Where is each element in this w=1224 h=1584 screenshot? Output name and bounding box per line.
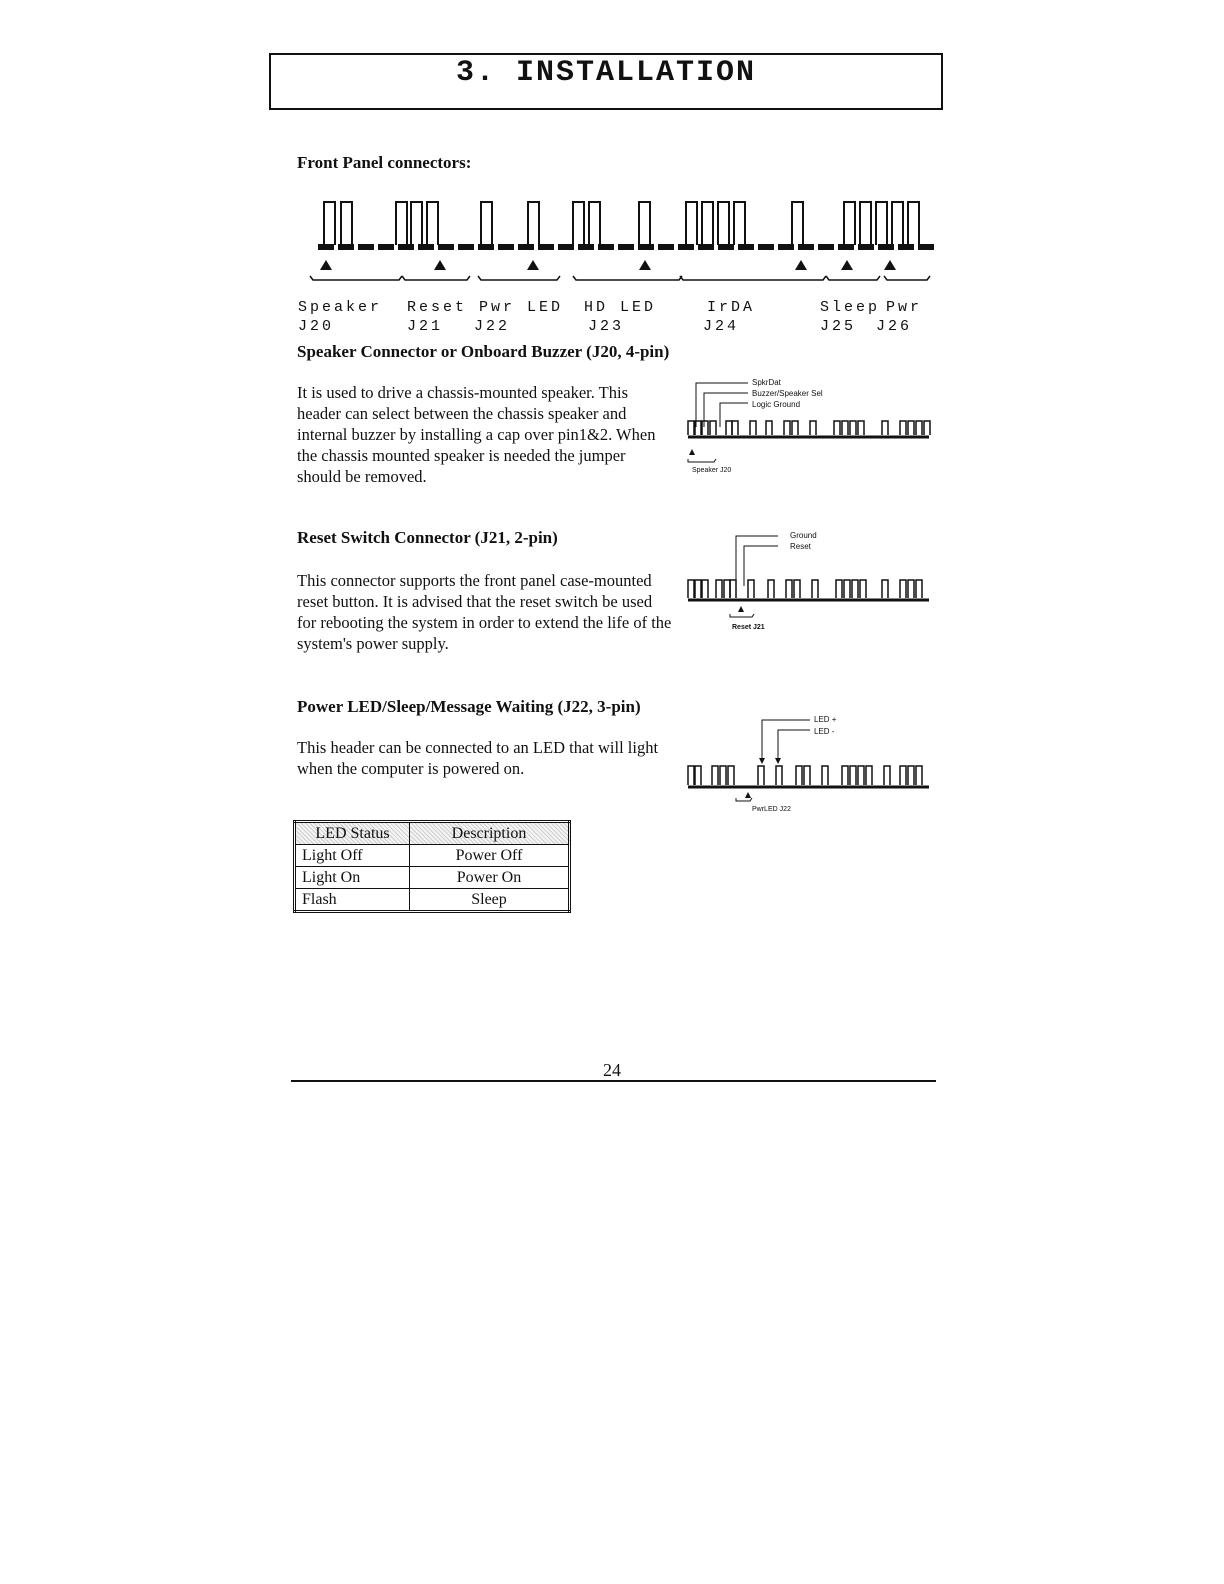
led-status-table	[293, 820, 571, 913]
table-cell: Light On	[295, 867, 410, 889]
header-pin	[892, 202, 903, 245]
table-cell: Power On	[410, 867, 570, 889]
header-pin	[812, 580, 818, 598]
header-pin	[842, 766, 848, 785]
header-pin	[710, 421, 716, 435]
connector-arrow-icon	[320, 260, 332, 270]
header-pin	[481, 202, 492, 245]
header-pin	[794, 580, 800, 598]
pin-label-spkrdat: SpkrDat	[752, 378, 781, 387]
pin-label-logic-ground: Logic Ground	[752, 400, 801, 409]
connector-bracket	[310, 276, 402, 280]
connector-arrow-icon	[841, 260, 853, 270]
header-pin	[639, 202, 650, 245]
header-pin	[702, 580, 708, 598]
header-pin	[858, 766, 864, 785]
pin-label-buzzer-sel: Buzzer/Speaker Sel	[752, 389, 823, 398]
header-pin	[884, 766, 890, 785]
table-cell: Flash	[295, 889, 410, 912]
header-pin	[324, 202, 335, 245]
header-pin	[695, 580, 701, 598]
connector-bracket	[402, 276, 470, 280]
header-pin	[688, 580, 694, 598]
label-j24: J24	[703, 318, 740, 335]
header-pin	[792, 202, 803, 245]
label-j26: J26	[876, 318, 913, 335]
reset-description: This connector supports the front panel case-mounted reset button. It is advised that the reset switch be used for rebooting the system in order to extend the life of the system's power supply.	[297, 571, 672, 653]
label-reset: Reset	[407, 299, 468, 316]
connector-arrow-icon	[884, 260, 896, 270]
header-pin	[916, 580, 922, 598]
header-pin	[836, 580, 842, 598]
speaker-diagram-caption: Speaker J20	[692, 467, 732, 474]
header-pin	[695, 766, 701, 785]
header-pin	[702, 421, 708, 435]
reset-heading: Reset Switch Connector (J21, 2-pin)	[297, 528, 558, 547]
pin-label-led-plus: LED +	[814, 715, 837, 724]
header-pin	[730, 580, 736, 598]
speaker-description: It is used to drive a chassis-mounted speaker. This header can select between the chassis speaker and internal buzzer by installing a cap over pin1&2. When the chassis mounted speaker is needed the jumper should be removed.	[297, 383, 656, 486]
section-title: 3. INSTALLATION	[455, 56, 757, 90]
header-pin	[882, 580, 888, 598]
table-header-description: Description	[410, 822, 570, 845]
table-header-row	[295, 822, 570, 845]
table-cell: Light Off	[295, 845, 410, 867]
header-pin	[716, 580, 722, 598]
header-pin	[916, 421, 922, 435]
table-row	[295, 889, 570, 912]
header-pin	[686, 202, 697, 245]
speaker-heading: Speaker Connector or Onboard Buzzer (J20, 4-pin)	[297, 342, 670, 361]
header-pin	[776, 766, 782, 785]
header-pin	[834, 421, 840, 435]
power-led-description: This header can be connected to an LED that will light when the computer is powered on.	[297, 738, 659, 778]
connector-bracket	[573, 276, 682, 280]
header-pin	[688, 421, 694, 435]
power-led-heading: Power LED/Sleep/Message Waiting (J22, 3-pin)	[297, 697, 641, 716]
header-pin	[573, 202, 584, 245]
label-pwr: Pwr	[886, 299, 923, 316]
header-pin	[758, 766, 764, 785]
header-pin	[796, 766, 802, 785]
pin-label-reset: Reset	[790, 542, 811, 551]
table-header-led-status: LED Status	[295, 822, 410, 845]
label-sleep: Sleep	[820, 299, 881, 316]
label-j20: J20	[298, 318, 335, 335]
label-j22: J22	[474, 318, 511, 335]
header-pin	[396, 202, 407, 245]
connector-bracket	[826, 276, 880, 280]
header-pin	[784, 421, 790, 435]
header-pin	[858, 421, 864, 435]
connector-bracket	[884, 276, 930, 280]
footer-rule	[291, 1080, 936, 1082]
header-pin	[900, 766, 906, 785]
header-pin	[860, 202, 871, 245]
table-row	[295, 845, 570, 867]
header-pin	[850, 421, 856, 435]
header-pin	[842, 421, 848, 435]
label-hd-led: HD LED	[584, 299, 657, 316]
header-pin	[792, 421, 798, 435]
header-pin	[908, 580, 914, 598]
header-pin	[908, 202, 919, 245]
header-pin	[844, 202, 855, 245]
header-pin	[916, 766, 922, 785]
header-pin	[589, 202, 600, 245]
header-pin	[724, 580, 730, 598]
header-pin	[750, 421, 756, 435]
connector-bracket	[478, 276, 560, 280]
header-pin	[528, 202, 539, 245]
pin-label-led-minus: LED -	[814, 727, 835, 736]
table-row	[295, 867, 570, 889]
header-pin	[766, 421, 772, 435]
table-cell: Power Off	[410, 845, 570, 867]
header-pin	[411, 202, 422, 245]
connector-arrow-icon	[527, 260, 539, 270]
header-pin	[908, 766, 914, 785]
reset-diagram-caption: Reset J21	[732, 624, 765, 631]
header-pin	[908, 421, 914, 435]
header-pin	[924, 421, 930, 435]
connector-arrow-icon	[795, 260, 807, 270]
table-cell: Sleep	[410, 889, 570, 912]
header-pin	[712, 766, 718, 785]
header-pin	[850, 766, 856, 785]
label-j25: J25	[820, 318, 857, 335]
front-panel-connector-diagram	[290, 190, 940, 290]
header-pin	[852, 580, 858, 598]
header-pin	[732, 421, 738, 435]
header-pin	[720, 766, 726, 785]
label-speaker: Speaker	[298, 299, 383, 316]
header-pin	[728, 766, 734, 785]
header-pin	[860, 580, 866, 598]
header-pin	[341, 202, 352, 245]
page-number: 24	[603, 1060, 621, 1080]
power-led-diagram-caption: PwrLED J22	[752, 806, 791, 813]
header-pin	[822, 766, 828, 785]
front-panel-heading: Front Panel connectors:	[297, 153, 472, 172]
header-pin	[804, 766, 810, 785]
header-pin	[768, 580, 774, 598]
header-pin	[748, 580, 754, 598]
label-irda: IrDA	[707, 299, 756, 316]
header-pin	[900, 421, 906, 435]
header-pin	[810, 421, 816, 435]
header-pin	[702, 202, 713, 245]
header-pin	[900, 580, 906, 598]
header-pin	[427, 202, 438, 245]
header-pin	[726, 421, 732, 435]
connector-arrow-icon	[434, 260, 446, 270]
header-pin	[876, 202, 887, 245]
power-led-pin-diagram	[686, 712, 931, 812]
header-pin	[734, 202, 745, 245]
header-pin	[866, 766, 872, 785]
header-pin	[786, 580, 792, 598]
label-j21: J21	[407, 318, 444, 335]
header-pin	[688, 766, 694, 785]
connector-bracket	[680, 276, 826, 280]
connector-arrow-icon	[639, 260, 651, 270]
header-pin	[882, 421, 888, 435]
header-pin	[718, 202, 729, 245]
label-pwr-led: Pwr LED	[479, 299, 564, 316]
label-j23: J23	[588, 318, 625, 335]
pin-label-ground: Ground	[790, 531, 817, 540]
header-pin	[844, 580, 850, 598]
